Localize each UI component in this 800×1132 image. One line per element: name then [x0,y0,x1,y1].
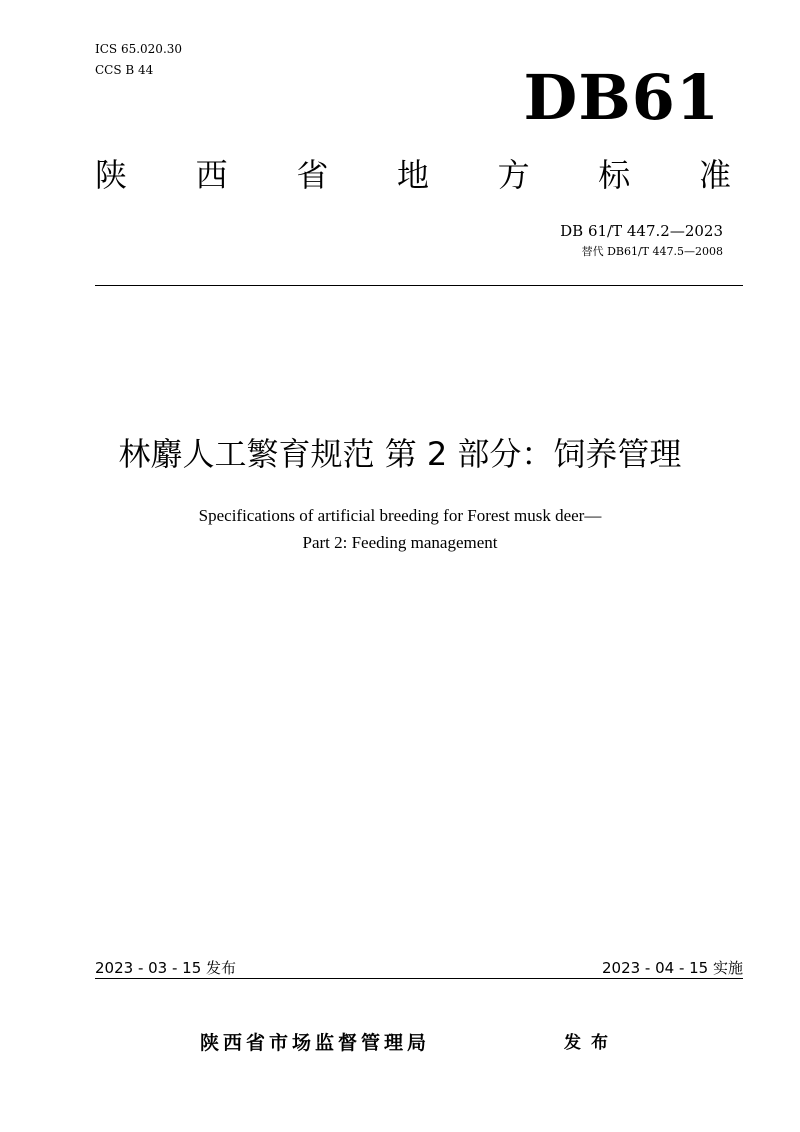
local-standard-heading [95,155,731,195]
replaces-standard: 替代 DB61/T 447.5—2008 [581,245,723,258]
implementation-date: 2023 - 04 - 15 实施 [601,959,743,977]
heading-char: 西 [195,156,228,194]
document-title-cn: 林麝人工繁育规范 第 2 部分：饲养管理 [118,435,682,473]
bottom-divider [95,978,743,979]
top-divider [95,285,743,286]
ics-code: ICS 65.020.30 [95,42,183,56]
standard-number: DB 61/T 447.2—2023 [560,222,723,240]
document-title-en-line2: Part 2: Feeding management [302,533,498,552]
heading-char: 陕 [95,156,128,194]
heading-char: 标 [598,156,631,194]
heading-char: 地 [396,156,429,194]
ccs-code: CCS B 44 [95,63,154,77]
heading-char: 省 [296,156,329,194]
heading-char: 准 [698,156,731,194]
document-title-en-line1: Specifications of artificial breeding for Forest musk deer— [198,506,602,525]
heading-char: 方 [497,156,530,194]
issuing-authority: 陕西省市场监督管理局 [200,1032,431,1054]
db61-logo: DB61 [523,61,720,134]
issue-date: 2023 - 03 - 15 发布 [95,959,237,977]
issue-label: 发布 [564,1033,618,1053]
